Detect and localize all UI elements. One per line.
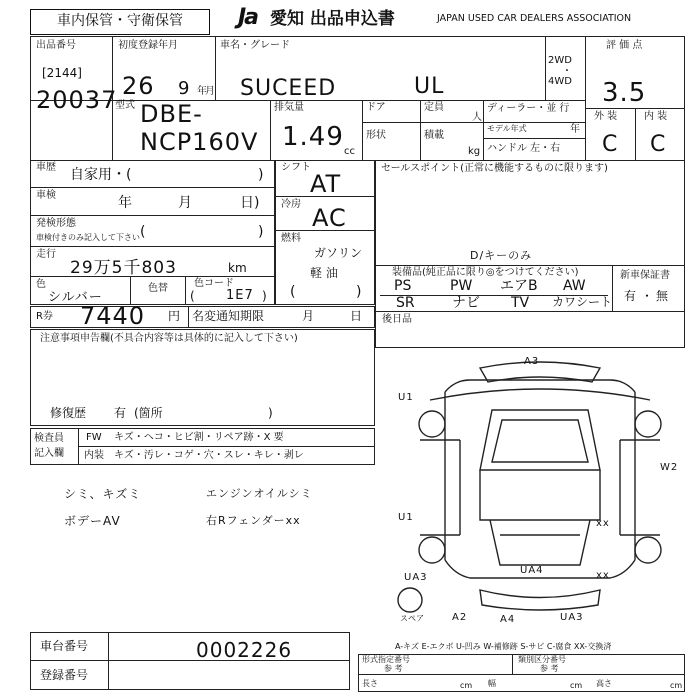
equip-aw: AW xyxy=(563,278,586,294)
color-code-close: ) xyxy=(262,289,267,303)
repair-place: (箇所 xyxy=(134,406,163,420)
ac-value: AC xyxy=(312,204,347,232)
shift-label: シフト xyxy=(281,162,311,173)
steering-label: ハンドル 左・右 xyxy=(487,143,561,154)
equipment-label: 装備品(純正品に限り◎をつけてください) xyxy=(392,267,579,278)
ownership-note: 車検付きのみ記入して下さい xyxy=(36,233,140,242)
notes-label: 注意事項申告欄(不具合内容等は具体的に記入して下さい) xyxy=(40,333,298,344)
mark-right-rear: xx xyxy=(596,570,610,581)
displacement-value: 1.49 xyxy=(282,122,344,152)
form-title-text: 出品申込書 xyxy=(309,9,395,29)
mark-roof: UA4 xyxy=(520,565,544,576)
mileage-unit: km xyxy=(228,261,247,275)
drive-dot: ・ xyxy=(562,66,572,77)
model-name: SUCEED xyxy=(240,76,337,101)
load-unit: kg xyxy=(468,146,481,157)
history-close: ) xyxy=(258,167,264,183)
month-unit: 月 xyxy=(205,86,215,97)
warranty-yes: 有 xyxy=(624,289,637,303)
model-name-label: 車名・グレード xyxy=(220,40,290,51)
first-reg-label: 初度登録年月 xyxy=(118,40,178,51)
capacity-label: 定員 xyxy=(424,102,444,113)
width-label: 幅 xyxy=(488,679,496,688)
repair-value: 有 xyxy=(114,406,127,420)
first-reg-month: 9 xyxy=(178,78,191,99)
grade-score-value: 3.5 xyxy=(602,78,647,108)
mark-rear-left: A2 xyxy=(452,612,468,623)
lot-number: 20037 xyxy=(36,86,118,114)
warranty-label: 新車保証書 xyxy=(620,270,670,281)
model-type-value: DBE-NCP160V xyxy=(140,100,259,156)
capacity-unit: 人 xyxy=(472,112,482,123)
remark-1: シミ、キズミ xyxy=(64,487,142,501)
first-reg-year: 26 xyxy=(122,72,155,100)
recycle-label: R券 xyxy=(36,311,53,322)
equip-sr: SR xyxy=(396,295,415,311)
ownership-label: 発検形態 xyxy=(36,218,76,229)
doors-label: ドア xyxy=(366,102,386,113)
equip-tv: TV xyxy=(511,295,530,311)
lot-sub-number: [2144] xyxy=(42,66,82,80)
model-year-label: モデル年式 xyxy=(487,124,527,133)
inspector-fw: FW xyxy=(86,432,102,443)
shift-value: AT xyxy=(310,170,342,198)
inspection-label: 車検 xyxy=(36,190,56,201)
inspection-month: 月 xyxy=(178,195,192,211)
equip-navi: ナビ xyxy=(452,295,480,311)
color-code-value: 1E7 xyxy=(226,288,254,303)
fuel-gasoline: ガソリン xyxy=(314,246,363,260)
fuel-diesel: 軽 油 xyxy=(310,266,338,280)
remark-4: 右Rフェンダーxx xyxy=(206,514,301,527)
equip-pw: PW xyxy=(450,278,473,294)
remark-2: ボデーAV xyxy=(64,514,121,528)
mark-left-mid: U1 xyxy=(398,512,414,523)
equip-ps: PS xyxy=(394,278,412,294)
chassis-label: 車台番号 xyxy=(40,639,89,653)
color-value: シルバー xyxy=(48,290,103,305)
color-code-label: 色コード xyxy=(194,278,234,289)
ac-label: 冷房 xyxy=(281,199,301,210)
repair-close: ) xyxy=(268,406,273,420)
type-number-label: 形式指定番号 xyxy=(362,655,410,664)
warranty-dot: ・ xyxy=(641,289,654,303)
model-grade: UL xyxy=(414,74,445,99)
registration-label: 登録番号 xyxy=(40,668,89,682)
mark-front: A3 xyxy=(524,356,540,367)
length-cm: cm xyxy=(460,681,473,690)
fuel-close: ) xyxy=(356,284,362,300)
color-change-label: 色替 xyxy=(148,283,168,294)
later-date-label: 後日品 xyxy=(382,314,412,325)
class-ref: 参 考 xyxy=(540,664,559,673)
repair-label: 修復歴 xyxy=(50,406,87,420)
year-unit: 年 xyxy=(197,86,207,97)
drive-2wd: 2WD xyxy=(548,55,572,66)
storage-location: 車内保管・守衛保管 xyxy=(30,9,210,35)
recycle-unit: 円 xyxy=(168,309,181,323)
height-label: 高さ xyxy=(596,679,612,688)
lot-label: 出品番号 xyxy=(36,40,76,51)
brand-name: 愛知 xyxy=(270,9,304,29)
ownership-close: ) xyxy=(258,224,264,240)
name-change-label: 名変通知期限 xyxy=(192,309,265,323)
inspection-year: 年 xyxy=(118,195,132,211)
mark-rear-center: A4 xyxy=(500,614,516,625)
inspector-int-label: 内装 xyxy=(84,450,104,461)
association-name: JAPAN USED CAR DEALERS ASSOCIATION xyxy=(437,13,632,24)
chassis-value: 0002226 xyxy=(196,638,293,662)
grade-score-label: 評 価 点 xyxy=(606,40,643,51)
inspection-day: 日) xyxy=(240,195,260,211)
interior-value: C xyxy=(650,132,667,157)
inspector-int-items: キズ・汚レ・コゲ・穴・スレ・キレ・剥レ xyxy=(114,450,304,461)
model-type-label: 型式 xyxy=(115,100,135,111)
sales-points-label: セールスポイント(正常に機能するものに限ります) xyxy=(381,163,608,174)
exterior-label: 外 装 xyxy=(594,111,618,122)
equip-seat: カワシート xyxy=(552,295,613,309)
brand-logo: Ja xyxy=(238,5,258,30)
dealer-label: ディーラー・並 行 xyxy=(487,103,570,114)
fuel-open: ( xyxy=(290,284,296,300)
color-code-open: ( xyxy=(190,289,195,303)
height-cm: cm xyxy=(670,681,683,690)
recycle-value: 7440 xyxy=(80,302,146,330)
exterior-value: C xyxy=(602,132,619,157)
remark-3: エンジンオイルシミ xyxy=(206,487,313,500)
equip-airbag: エアB xyxy=(500,278,538,294)
class-number-label: 類別区分番号 xyxy=(518,655,566,664)
load-label: 積載 xyxy=(424,130,444,141)
displacement-unit: cc xyxy=(344,146,355,157)
mark-right-mid: xx xyxy=(596,518,610,529)
mark-left-front: U1 xyxy=(398,392,414,403)
name-change-month: 月 xyxy=(302,309,315,323)
inspector-label-1: 検査員 xyxy=(34,433,64,444)
mark-right-side: W2 xyxy=(660,462,679,473)
history-value: 自家用・( xyxy=(70,167,132,183)
spare-label: スペア xyxy=(400,614,424,623)
drive-4wd: 4WD xyxy=(548,76,572,87)
history-label: 車歴 xyxy=(36,162,56,173)
model-year-unit: 年 xyxy=(570,124,580,135)
mileage-label: 走行 xyxy=(36,249,56,260)
ownership-open: ( xyxy=(140,224,146,240)
type-ref: 参 考 xyxy=(384,664,403,673)
displacement-label: 排気量 xyxy=(274,102,304,113)
length-label: 長さ xyxy=(362,679,378,688)
inspector-ext-items: キズ・ヘコ・ヒビ割・リペア跡・X 要 xyxy=(114,432,284,443)
mileage-value: 29万5千803 xyxy=(70,258,177,278)
warranty-no: 無 xyxy=(656,289,669,303)
equipment-note: D/キーのみ xyxy=(470,249,533,262)
name-change-day: 日 xyxy=(350,309,363,323)
interior-label: 内 装 xyxy=(644,111,668,122)
width-cm: cm xyxy=(570,681,583,690)
mark-rear-right: UA3 xyxy=(560,612,584,623)
color-label: 色 xyxy=(36,279,46,290)
shape-label: 形状 xyxy=(366,130,386,141)
fuel-label: 燃料 xyxy=(281,233,301,244)
inspector-label-2: 記入欄 xyxy=(34,448,64,459)
damage-legend: A-キズ E-エクボ U-凹み W-補修跡 S-サビ C-腐食 XX-交換済 xyxy=(395,642,612,651)
mark-left-rear-quarter: UA3 xyxy=(404,572,428,583)
